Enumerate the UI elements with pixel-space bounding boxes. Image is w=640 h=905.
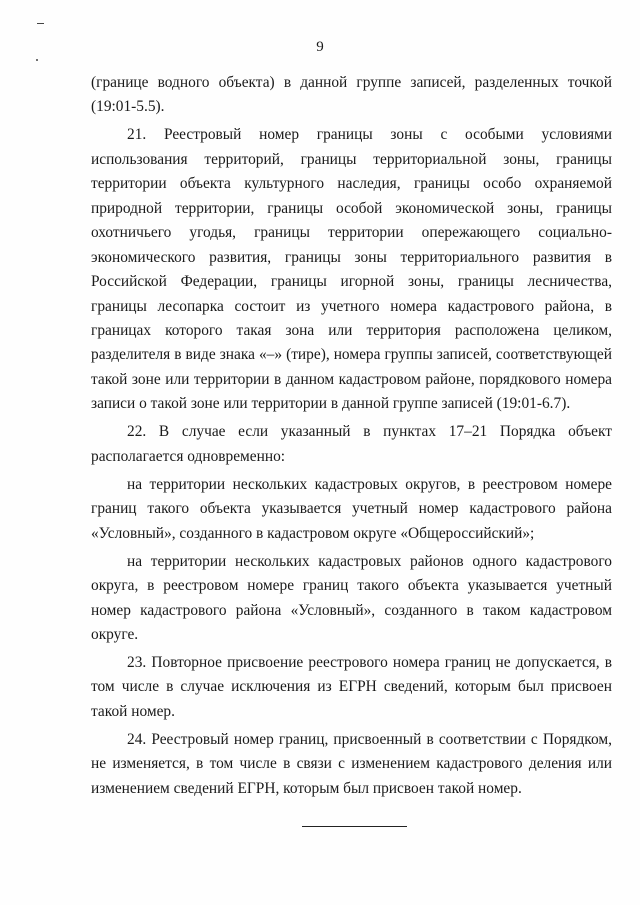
paragraph-item-23: 23. Повторное присвоение реестрового номера границ не допускается, в том числе в случае исключения из ЕГРН сведений, которым был присвоен такой номер.: [91, 653, 612, 720]
paragraph-continuation: (границе водного объекта) в данной группе записей, разделенных точкой (19:01-5.5).: [91, 74, 612, 116]
paragraph-item-21: 21. Реестровый номер границы зоны с особыми условиями использования территорий, границы территориальной зоны, границы территории объекта культурного наследия, границы особо охраняемой природной территории, границы особой экономической зоны, границы охотничьего угодья, границы территории опережающего социально-экономического развития, границы зоны территориального развития в Российской Федерации, границы игорной зоны, границы лесничества, границы лесопарка состоит из учетного номера кадастрового района, в границах которого такая зона или территория расположена целиком, разделителя в виде знака «–» (тире), номера группы записей, соответствующей такой зоне или территории в данном кадастровом районе, порядкового номера записи о такой зоне или территории в данной группе записей (19:01-6.7).: [91, 126, 612, 413]
scan-artifact-dot: [36, 59, 38, 61]
body-text: [91, 71, 612, 801]
paragraph-item-22: 22. В случае если указанный в пунктах 17–21 Порядка объект располагается одновременно:: [91, 423, 612, 465]
paragraph-item-22-case-regions: на территории нескольких кадастровых районов одного кадастрового округа, в реестровом номере границ такого объекта указывается учетный номер кадастрового района «Условный», созданного в таком кадастровом округе.: [91, 552, 612, 643]
page-number: 9: [316, 39, 324, 55]
paragraph-item-24: 24. Реестровый номер границ, присвоенный в соответствии с Порядком, не изменяется, в том числе в связи с изменением кадастрового деления или изменением сведений ЕГРН, которым был присвоен такой номер.: [91, 730, 612, 797]
scan-artifact-mark: [37, 23, 44, 24]
paragraph-item-22-case-districts: на территории нескольких кадастровых округов, в реестровом номере границ такого объекта указывается учетный номер кадастрового района «Условный», созданного в кадастровом округе «Общероссийский»;: [91, 475, 612, 542]
closing-divider-line: [302, 826, 407, 827]
